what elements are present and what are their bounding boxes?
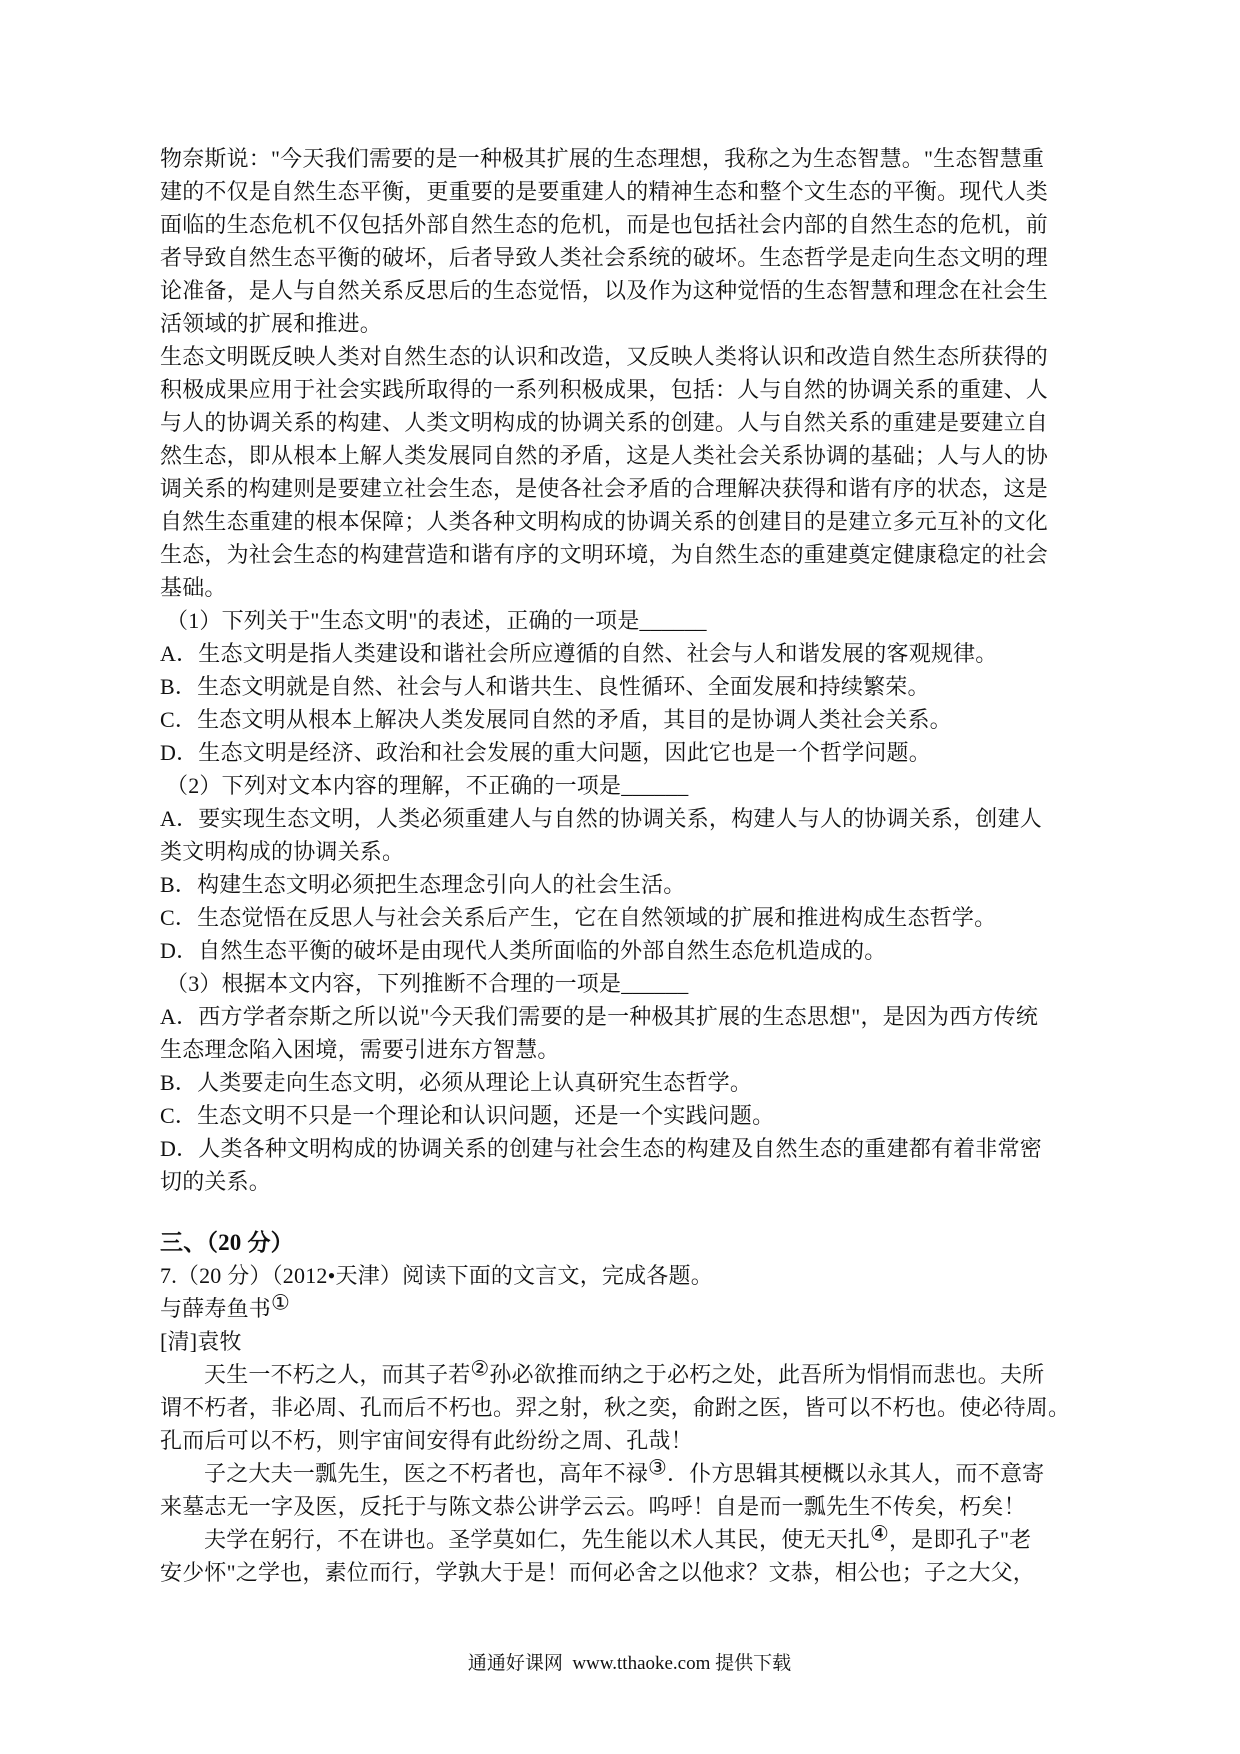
text-line: C．生态觉悟在反思人与社会关系后产生，它在自然领域的扩展和推进构成生态哲学。 bbox=[160, 905, 997, 930]
text-line: 子之大夫一瓢先生，医之不朽者也，高年不禄③．仆方思辑其梗概以永其人，而不意寄 bbox=[204, 1455, 1045, 1486]
text-line: C．生态文明不只是一个理论和认识问题，还是一个实践问题。 bbox=[160, 1103, 775, 1128]
text-line: （3）根据本文内容，下列推断不合理的一项是______ bbox=[166, 971, 689, 996]
text-line: D．自然生态平衡的破坏是由现代人类所面临的外部自然生态危机造成的。 bbox=[160, 938, 887, 963]
text-line: A．西方学者奈斯之所以说"今天我们需要的是一种极其扩展的生态思想"，是因为西方传统 bbox=[160, 1004, 1039, 1029]
text-line: （1）下列关于"生态文明"的表述，正确的一项是______ bbox=[166, 608, 707, 633]
text-line: 建的不仅是自然生态平衡，更重要的是要重建人的精神生态和整个文生态的平衡。现代人类 bbox=[160, 179, 1049, 204]
text-line: A．要实现生态文明，人类必须重建人与自然的协调关系，构建人与人的协调关系，创建人 bbox=[160, 806, 1042, 831]
text-line: 来墓志无一字及医，反托于与陈文恭公讲学云云。呜呼！自是而一瓢先生不传矣，朽矣！ bbox=[160, 1494, 1026, 1519]
text-line: （2）下列对文本内容的理解，不正确的一项是______ bbox=[166, 773, 689, 798]
text-line: 7.（20 分）（2012•天津）阅读下面的文言文，完成各题。 bbox=[160, 1263, 713, 1288]
text-line: 夫学在躬行，不在讲也。圣学莫如仁，先生能以术人其民，使无天扎④，是即孔子"老 bbox=[204, 1521, 1032, 1552]
text-line: 天生一不朽之人，而其子若②孙必欲推而纳之于必朽之处，此吾所为悁悁而悲也。夫所 bbox=[204, 1356, 1045, 1387]
text-line: 切的关系。 bbox=[160, 1169, 272, 1194]
footnote-marker: ② bbox=[470, 1356, 490, 1381]
text-line: 物奈斯说："今天我们需要的是一种极其扩展的生态理想，我称之为生态智慧。"生态智慧重 bbox=[160, 146, 1045, 171]
text-line: 安少怀"之学也，素位而行，学孰大于是！而何必舍之以他求？文恭，相公也；子之大父， bbox=[160, 1560, 1035, 1585]
text-line: 然生态，即从根本上解人类发展同自然的矛盾，这是人类社会关系协调的基础；人与人的协 bbox=[160, 443, 1049, 468]
text-line: 谓不朽者，非必周、孔而后不朽也。羿之射，秋之奕，俞跗之医，皆可以不朽也。使必待周。 bbox=[160, 1395, 1071, 1420]
text-line: 调关系的构建则是要建立社会生态，是使各社会矛盾的合理解决获得和谐有序的状态，这是 bbox=[160, 476, 1049, 501]
text-line: 者导致自然生态平衡的破坏，后者导致人类社会系统的破坏。生态哲学是走向生态文明的理 bbox=[160, 245, 1049, 270]
text-line: 自然生态重建的根本保障；人类各种文明构成的协调关系的创建目的是建立多元互补的文化 bbox=[160, 509, 1049, 534]
text-line: 生态文明既反映人类对自然生态的认识和改造，又反映人类将认识和改造自然生态所获得的 bbox=[160, 344, 1049, 369]
text-line: 与薛寿鱼书① bbox=[160, 1290, 290, 1321]
text-line: 生态理念陷入困境，需要引进东方智慧。 bbox=[160, 1037, 560, 1062]
footnote-marker: ③ bbox=[648, 1455, 667, 1480]
text-line: 基础。 bbox=[160, 575, 227, 600]
text-line: B．构建生态文明必须把生态理念引向人的社会生活。 bbox=[160, 872, 686, 897]
text-line: 三、（20 分） bbox=[160, 1230, 294, 1255]
text-line: 活领域的扩展和推进。 bbox=[160, 311, 383, 336]
text-line: 与人的协调关系的构建、人类文明构成的协调关系的创建。人与自然关系的重建是要建立自 bbox=[160, 410, 1049, 435]
text-line: 面临的生态危机不仅包括外部自然生态的危机，而是也包括社会内部的自然生态的危机，前 bbox=[160, 212, 1049, 237]
text-line: 类文明构成的协调关系。 bbox=[160, 839, 405, 864]
text-line: D．人类各种文明构成的协调关系的创建与社会生态的构建及自然生态的重建都有着非常密 bbox=[160, 1136, 1042, 1161]
text-line: 积极成果应用于社会实践所取得的一系列积极成果，包括：人与自然的协调关系的重建、人 bbox=[160, 377, 1049, 402]
text-line: 生态，为社会生态的构建营造和谐有序的文明环境，为自然生态的重建奠定健康稳定的社会 bbox=[160, 542, 1049, 567]
footnote-marker: ① bbox=[271, 1290, 290, 1315]
text-line: [清]袁牧 bbox=[160, 1329, 242, 1354]
text-line: A．生态文明是指人类建设和谐社会所应遵循的自然、社会与人和谐发展的客观规律。 bbox=[160, 641, 998, 666]
footnote-marker: ④ bbox=[870, 1521, 889, 1546]
document-body bbox=[160, 142, 1085, 1589]
text-line: 孔而后可以不朽，则宇宙间安得有此纷纷之周、孔哉！ bbox=[160, 1428, 693, 1453]
text-line: D．生态文明是经济、政治和社会发展的重大问题，因此它也是一个哲学问题。 bbox=[160, 740, 931, 765]
text-line: C．生态文明从根本上解决人类发展同自然的矛盾，其目的是协调人类社会关系。 bbox=[160, 707, 952, 732]
footer-text: 通通好课网 www.tthaoke.com 提供下载 bbox=[467, 1653, 792, 1674]
page-footer bbox=[0, 1626, 1240, 1697]
text-line: B．人类要走向生态文明，必须从理论上认真研究生态哲学。 bbox=[160, 1070, 753, 1095]
text-line: 论准备，是人与自然关系反思后的生态觉悟，以及作为这种觉悟的生态智慧和理念在社会生 bbox=[160, 278, 1049, 303]
text-line: B．生态文明就是自然、社会与人和谐共生、良性循环、全面发展和持续繁荣。 bbox=[160, 674, 930, 699]
